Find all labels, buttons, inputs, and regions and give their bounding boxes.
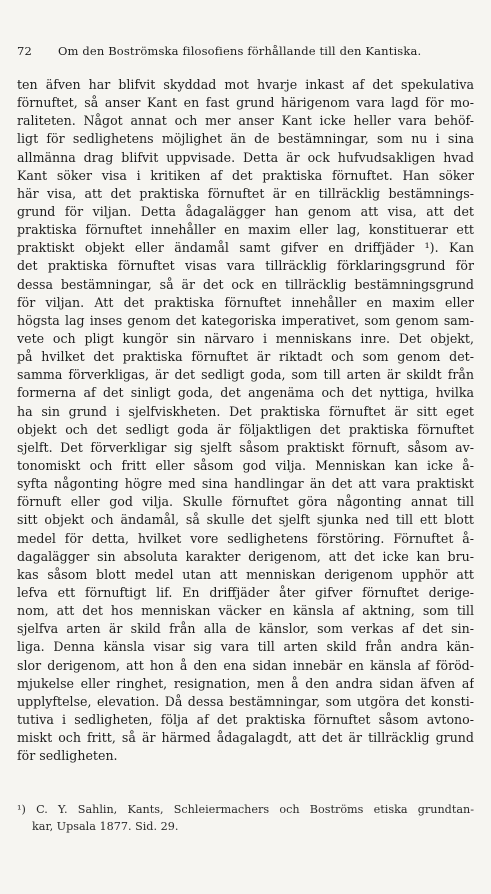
text-line: här visa, att det praktiska förnuftet är en tillräcklig bestämnings- — [17, 185, 474, 201]
text-line: tutiva i sedligheten, följa af det praktiska förnuftet såsom avtono- — [17, 711, 474, 727]
text-line: medel för detta, hvilket vore sedlighetens förstöring. Förnuftet å- — [17, 530, 474, 546]
footnote — [17, 802, 474, 835]
text-line: ha sin grund i sjelfviskheten. Det praktiska förnuftet är sitt eget — [17, 403, 474, 419]
page-number: 72 — [17, 44, 32, 58]
text-line: upplyftelse, elevation. Då dessa bestämningar, som utgöra det konsti- — [17, 693, 474, 709]
text-line: ten äfven har blifvit skyddad mot hvarje inkast af det spekulativa — [17, 77, 474, 92]
text-line: Kant söker visa i kritiken af det praktiska förnuftet. Han söker — [17, 167, 474, 183]
text-line: kas såsom blott medel utan att menniskan derigenom upphör att — [17, 566, 474, 582]
text-line: nom, att det hos menniskan väcker en känsla af aktning, som till — [17, 603, 474, 619]
text-line: syfta någonting högre med sina handlingar än det att vara praktiskt — [17, 476, 474, 492]
text-line: grund för viljan. Detta ådagalägger han genom att visa, att det — [17, 203, 474, 219]
text-line: det praktiska förnuftet visas vara tillräcklig förklaringsgrund för — [17, 258, 474, 274]
text-line: allmänna drag blifvit uppvisade. Detta är ock hufvudsakligen hvad — [17, 149, 474, 165]
text-line: slor derigenom, att hon å den ena sidan innebär en känsla af föröd- — [17, 657, 474, 673]
text-line: samma förverkligas, är det sedligt goda, som till arten är skildt från — [17, 367, 474, 383]
text-line: praktiskt objekt eller ändamål samt gifver en driffjäder ¹). Kan — [17, 240, 474, 256]
text-line: objekt och det sedligt goda är följaktligen det praktiska förnuftet — [17, 421, 474, 437]
text-line: lefva ett förnuftigt lif. En driffjäder åter gifver förnuftet derige- — [17, 584, 474, 600]
text-line: dessa bestämningar, så är det ock en tillräcklig bestämningsgrund — [17, 276, 474, 292]
text-line: dagalägger sin absoluta karakter derigenom, att det icke kan bru- — [17, 548, 474, 564]
text-line: ligt för sedlighetens möjlighet än de bestämningar, som nu i sina — [17, 131, 474, 147]
text-line: mjukelse eller ringhet, resignation, men å den andra sidan äfven af — [17, 675, 474, 691]
text-line: för sedligheten. — [17, 748, 118, 764]
text-line: raliteten. Något annat och mer anser Kant icke heller vara behöf- — [17, 113, 474, 129]
body-text — [17, 76, 474, 765]
footnote-line: kar, Upsala 1877. Sid. 29. — [32, 819, 179, 833]
text-line: högsta lag inses genom det kategoriska imperativet, som genom sam- — [17, 312, 474, 328]
text-line: tonomiskt och fritt eller såsom god vilja. Menniskan kan icke å- — [17, 457, 474, 473]
text-line: miskt och fritt, så är härmed ådagalagdt, att det är tillräcklig grund — [17, 730, 474, 746]
text-line: formerna af det sinligt goda, det angenäma och det nyttiga, hvilka — [17, 385, 474, 401]
text-line: sjelft. Det förverkligar sig sjelft såsom praktiskt förnuft, såsom av- — [17, 439, 474, 455]
text-line: för viljan. Att det praktiska förnuftet innehåller en maxim eller — [17, 294, 474, 310]
text-line: på hvilket det praktiska förnuftet är riktadt och som genom det- — [17, 349, 474, 365]
text-line: liga. Denna känsla visar sig vara till arten skild från andra kän- — [17, 639, 474, 655]
footnote-line: ¹) C. Y. Sahlin, Kants, Schleiermachers och Boströms etiska grundtan- — [17, 803, 474, 816]
text-line: sitt objekt och ändamål, så skulle det sjelft sjunka ned till ett blott — [17, 512, 474, 528]
text-line: vete och pligt kungör sin närvaro i menniskans inre. Det objekt, — [17, 330, 474, 346]
running-header — [17, 44, 474, 58]
text-line: förnuft eller god vilja. Skulle förnuftet göra någonting annat till — [17, 494, 474, 510]
text-line: förnuftet, så anser Kant en fast grund härigenom vara lagd för mo- — [17, 95, 474, 111]
running-title: Om den Boströmska filosofiens förhållande till den Kantiska. — [57, 44, 422, 58]
text-line: sjelfva arten är skild från alla de känslor, som verkas af det sin- — [17, 621, 474, 637]
text-line: praktiska förnuftet innehåller en maxim eller lag, konstituerar ett — [17, 222, 474, 238]
